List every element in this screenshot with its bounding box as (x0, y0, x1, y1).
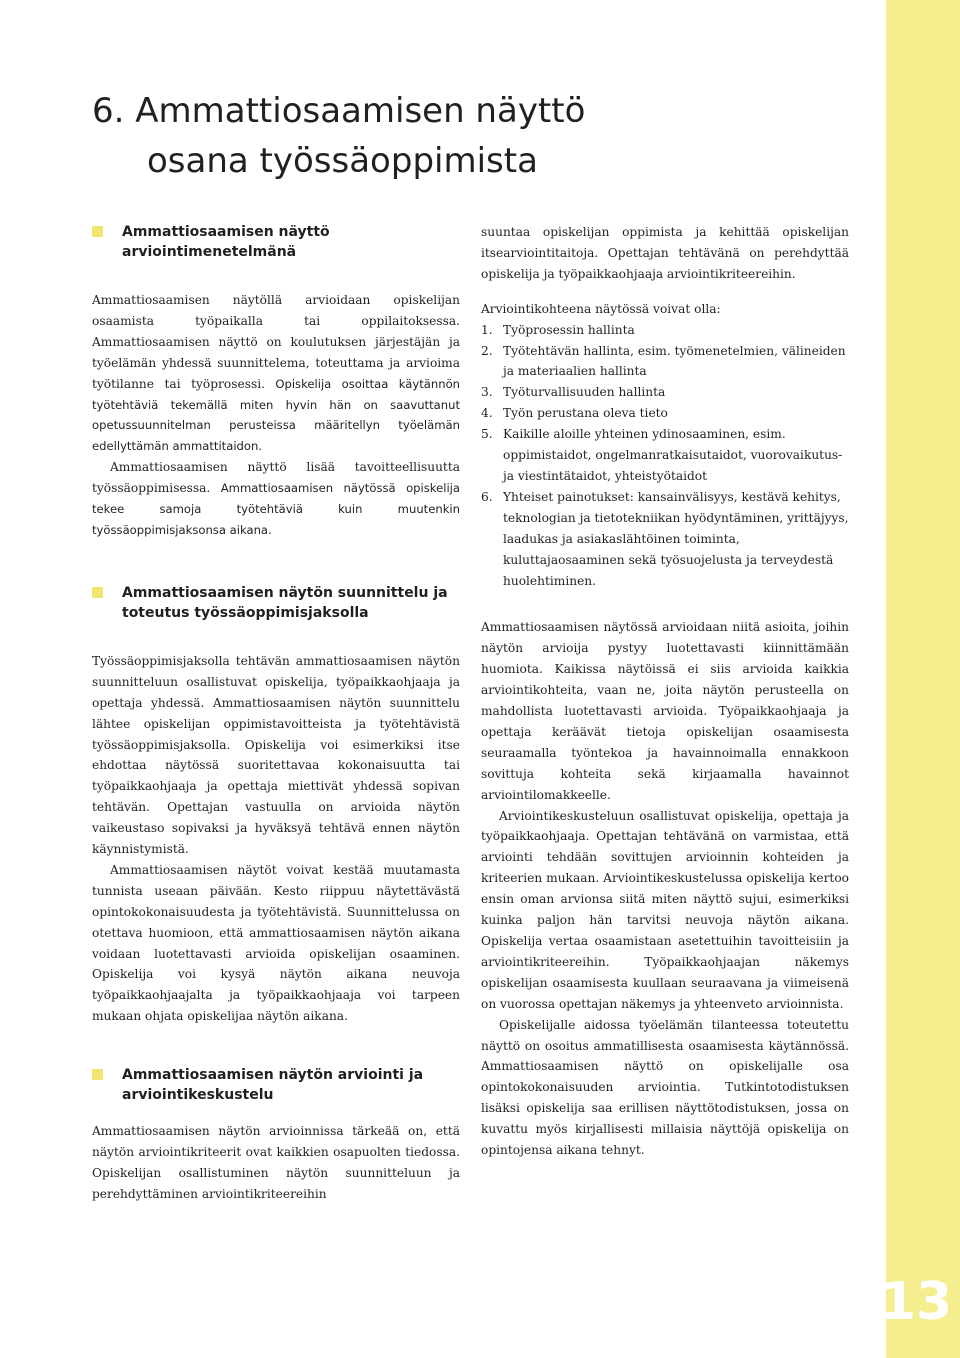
paragraph: Työssäoppimisjaksolla tehtävän ammattiosaamisen näytön suunnitteluun osallistuvat opiskelija, työpaikkaohjaaja ja opettaja yhdessä. Ammattiosaamisen näytön suunnittelu lähtee opiskelijan oppimistavoitteista ja työtehtävistä työssäoppimisjaksolla. Opiskelija voi esimerkiksi itse ehdottaa näytössä suoritettavaa kokonaisuutta tai työpaikkaohjaaja ja opettaja miettivät yhdessä sopivan tehtävän. Opettajan vastuulla on arvioida näytön vaikeustaso sopivaksi ja hyväksyä tehtävä ennen näytön käynnistymistä. (92, 653, 460, 857)
list-item (481, 487, 849, 592)
chapter-title (92, 86, 585, 186)
paragraph: Ammattiosaamisen näytöt voivat kestää muutamasta tunnista useaan päivään. Kesto riippuu näytettävästä opintokokonaisuudesta ja työtehtävistä. Suunnittelussa on otettava huomioon, että ammattiosaamisen näytön aikana voidaan luotettavasti arvioida opiskelijan osaaminen. Opiskelija voi kysyä näytön aikana neuvoja työpaikkaohjaajalta ja työpaikkaohjaaja voi tarpeen mukaan ohjata opiskelijaa näytön aikana. (92, 862, 460, 1024)
chapter-title-line-2: osana työssäoppimista (147, 141, 538, 181)
chapter-title-line-1: 6. Ammattiosaamisen näyttö (92, 91, 586, 131)
list-text: Työn perustana oleva tieto (503, 406, 668, 421)
list-number: 4. (481, 406, 493, 421)
list-item (481, 403, 849, 424)
left-column (92, 222, 460, 1205)
page-number: 13 (879, 1272, 953, 1332)
list-intro: Arviointikohteena näytössä voivat olla: (481, 301, 721, 316)
section-heading-suunnittelu-ja-toteutus (92, 583, 460, 623)
list-text: Yhteiset painotukset: kansainvälisyys, kestävä kehitys, teknologian ja tietotekniikan hyödyntäminen, yrittäjyys, laadukas ja asiakaslähtöinen toiminta, kuluttajaosaaminen sekä työsuojelusta ja terveydestä huolehtiminen. (503, 489, 849, 588)
paragraph: Arviointikeskusteluun osallistuvat opiskelija, opettaja ja työpaikkaohjaaja. Opettajan tehtävänä on varmistaa, että arviointi tehdään sovittujen arvioinnin kohteiden ja kriteerien mukaan. Arviointikeskustelussa opiskelija kertoo ensin oman arvionsa siitä miten näyttö sujui, esimerkiksi kuinka paljon hän tarvitsi neuvoja näytön aikana. Opiskelija vertaa osaamistaan asetettuihin tavoitteisiin ja arviointikriteereihin. Työpaikkaohjaajan näkemys opiskelijan osaamisesta kuullaan seuraavana ja viimeisenä on vuorossa opettajan näkemys ja yhteenveto arvioinnista. (481, 808, 849, 1011)
heading-line: toteutus työssäoppimisjaksolla (122, 604, 369, 621)
paragraph: Ammattiosaamisen näytössä arvioidaan niitä asioita, joihin näytön arvioija pystyy luotettavasti kiinnittämään huomiota. Kaikissa näytöissä ei siis arvioida kaikkia arviointikohteita, vaan ne, joita näytön perusteella on mahdollista luotettavasti arvioida. Työpaikkaohjaaja ja opettaja keräävät tietoja opiskelijan osaamisesta seuraamalla työntekoa ja havainnoimalla ennakkoon sovittuja kohteita sekä kirjaamalla havainnot arviointilomakkeelle. (481, 620, 849, 802)
list-text: Työtehtävän hallinta, esim. työmenetelmien, välineiden ja materiaalien hallinta (503, 343, 846, 379)
yellow-square-bullet-icon (92, 1069, 103, 1080)
assessment-targets-list (481, 320, 849, 592)
list-item (481, 341, 849, 383)
list-text: Kaikille aloille yhteinen ydinosaaminen, esim. oppimistaidot, ongelmanratkaisutaidot, vuorovaikutus- ja viestintätaidot, yhteistyötaidot (503, 427, 843, 483)
heading-line: arviointikeskustelu (122, 1087, 274, 1104)
yellow-side-bar (886, 0, 960, 1358)
list-item (481, 424, 849, 487)
paragraph: Opiskelijalle aidossa työelämän tilanteessa toteutettu näyttö on osoitus ammatillisesta osaamisesta käytännössä. Ammattiosaamisen näyttö on opiskelijalle osa opintokokonaisuuden arviointia. Tutkintotodistuksen lisäksi opiskelija saa erillisen näyttötodistuksen, jossa on kuvattu myös kirjallisesti millaisia näyttöjä opiskelija on opintojensa aikana tehnyt. (481, 1017, 849, 1158)
paragraph: suuntaa opiskelijan oppimista ja kehittää opiskelijan itsearviointitaitoja. Opettajan tehtävänä on perehdyttää opiskelija ja työpaikkaohjaaja arviointikriteereihin. (481, 225, 849, 281)
list-number: 3. (481, 385, 493, 400)
text-run: Opiskelija osoittaa käytännön työtehtäviä tekemällä miten hyvin hän on saavuttanut opetussuunnitelman perusteissa määritellyn työelämän edellyttämän ammattitaidon. (92, 376, 461, 454)
list-item (481, 320, 849, 341)
yellow-square-bullet-icon (92, 226, 103, 237)
paragraph (92, 290, 460, 457)
heading-line: Ammattiosaamisen näytön suunnittelu ja (122, 584, 448, 601)
list-number: 6. (481, 489, 493, 504)
paragraph: Ammattiosaamisen näytön arvioinnissa tärkeää on, että näytön arviointikriteerit ovat kaikkien osapuolten tiedossa. Opiskelijan osallistuminen näytön suunnitteluun ja perehdyttäminen arviointikriteereihin (92, 1124, 460, 1201)
paragraph (92, 457, 460, 541)
heading-line: arviointimenetelmänä (122, 244, 297, 260)
list-number: 5. (481, 427, 493, 442)
heading-line: Ammattiosaamisen näytön arviointi ja (122, 1067, 424, 1084)
text-run: Ammattiosaamisen näytössä opiskelija tekee samoja työtehtäviä kuin muutenkin työssäoppimisjaksonsa aikana. (92, 481, 460, 537)
list-item (481, 382, 849, 403)
yellow-square-bullet-icon (92, 587, 103, 598)
text-run: Ammattiosaamisen näyttö lisää tavoitteellisuutta työssäoppimisessa. (92, 460, 460, 496)
list-text: Työprosessin hallinta (503, 322, 635, 337)
section-heading-nayton-arviointimenetelma (92, 222, 460, 262)
list-number: 1. (481, 322, 493, 337)
right-column (481, 222, 849, 1161)
heading-line: Ammattiosaamisen näyttö (122, 224, 330, 240)
section-heading-arviointi-ja-arviointikeskustelu (92, 1065, 460, 1105)
list-number: 2. (481, 343, 493, 358)
text-run: Ammattiosaamisen näytöllä arvioidaan opiskelijan osaamista työpaikalla tai oppilaitoksessa. Ammattiosaamisen näyttö on koulutuksen järjestäjän ja työelämän yhdessä suunnittelema, toteuttama ja arvioima työtilanne tai työprosessi. (92, 293, 460, 391)
list-text: Työturvallisuuden hallinta (503, 385, 666, 400)
